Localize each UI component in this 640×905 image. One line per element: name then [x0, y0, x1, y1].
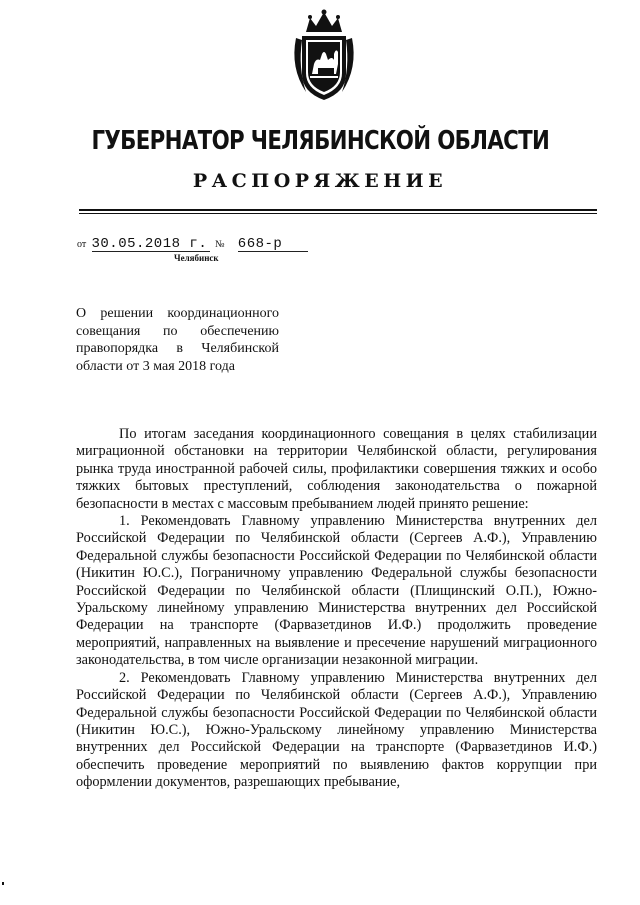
scan-edge-mark — [2, 882, 4, 885]
date-prefix-label: от — [77, 239, 87, 250]
document-date: 30.05.2018 г. — [91, 236, 208, 252]
header-rule-thin — [79, 213, 597, 214]
body-paragraph-item-2: 2. Рекомендовать Главному управлению Министерства внутренних дел Российской Федерации по Челябинской области (Сергеев А.Ф.), Управлению Федеральной службы безопасности Российской Федерации по Челябинской области (Никитин Ю.С.), Южно-Уральскому линейному управлению Министерства внутренних дел Российской Федерации на транспорте (Фарвазетдинов И.Ф.) обеспечить проведение мероприятий по выявлению фактов коррупции при оформлении документов, разрешающих пребывание, — [76, 669, 597, 791]
document-subject: О решении координационного совещания по обеспечению правопорядка в Челябинской области от 3 мая 2018 года — [76, 306, 279, 374]
body-paragraph-item-1: 1. Рекомендовать Главному управлению Министерства внутренних дел Российской Федерации по Челябинской области (Сергеев А.Ф.), Управлению Федеральной службы безопасности Российской Федерации по Челябинской области (Никитин Ю.С.), Пограничному управлению Федеральной службы безопасности Российской Федерации по Челябинской области (Плищинский О.П.), Южно-Уральскому линейному управлению Министерства внутренних дел Российской Федерации на транспорте (Фарвазетдинов И.Ф.) продолжить проведение мероприятий, направленных на выявление и пресечение нарушений миграционного законодательства, в том числе организации незаконной миграции. — [76, 513, 597, 669]
body-paragraph-intro: По итогам заседания координационного совещания в целях стабилизации миграционной обстановки на территории Челябинской области, регулирования рынка труда иностранной рабочей силы, профилактики совершения тяжких и особо тяжких бытовых преступлений, соблюдения законодательства о пожарной безопасности в местах с массовым пребыванием людей принято решение: — [76, 426, 597, 512]
document-number: 668-р — [237, 236, 283, 252]
city-label: Челябинск — [174, 253, 219, 263]
date-line — [77, 235, 210, 252]
document-type-heading: РАСПОРЯЖЕНИЕ — [192, 170, 448, 192]
document-body — [76, 426, 597, 792]
document-title: ГУБЕРНАТОР ЧЕЛЯБИНСКОЙ ОБЛАСТИ — [91, 126, 550, 156]
header-rule-thick — [79, 209, 597, 211]
number-line — [215, 235, 308, 252]
number-prefix-label: № — [215, 239, 225, 250]
coat-of-arms-emblem — [288, 8, 360, 106]
